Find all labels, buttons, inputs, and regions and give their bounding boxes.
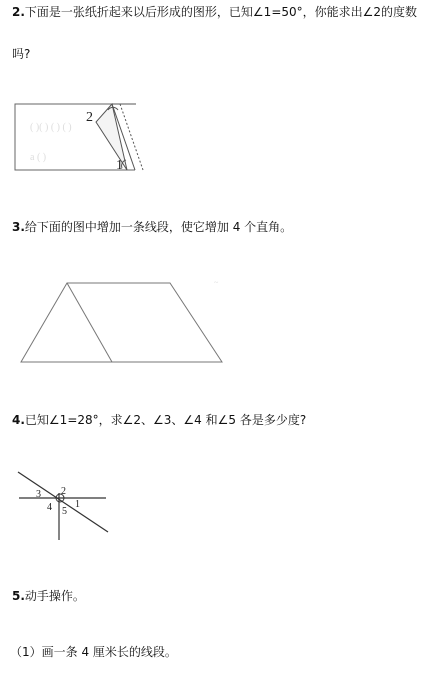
diagonal-line [18,472,108,532]
angle-label-4: 4 [47,502,52,513]
faint-watermark-text: ( )( ) ( ) ( ) [30,122,72,133]
angle-label-2: 2 [61,486,66,497]
question-3-text: 给下面的图中增加一条线段，使它增加 4 个直角。 [24,220,293,234]
question-5-number: 5. [12,589,25,603]
question-2-line-2: 吗? [12,47,31,61]
faint-mark: ~ [214,278,219,287]
angle-label-2: 2 [86,110,93,125]
question-2-number: 2. [12,5,25,19]
question-5-text: 动手操作。 [24,589,85,603]
question-4-text: 已知∠1=28°，求∠2、∠3、∠4 和∠5 各是多少度? [24,413,307,427]
question-2-text: 下面是一张纸折起来以后形成的图形，已知∠1=50°，你能求出∠2的度数 [24,5,418,19]
faint-watermark-text-2: a ( ) [30,152,47,163]
question-4-number: 4. [12,413,25,427]
question-3-number: 3. [12,220,25,234]
question-5-sub-1: （1）画一条 4 厘米长的线段。 [10,645,177,659]
angle-label-1: 1 [116,158,123,173]
angle-label-1: 1 [75,499,80,510]
question-5-line [12,587,85,604]
angle-label-3: 3 [36,489,41,500]
angle-label-5: 5 [62,506,67,517]
